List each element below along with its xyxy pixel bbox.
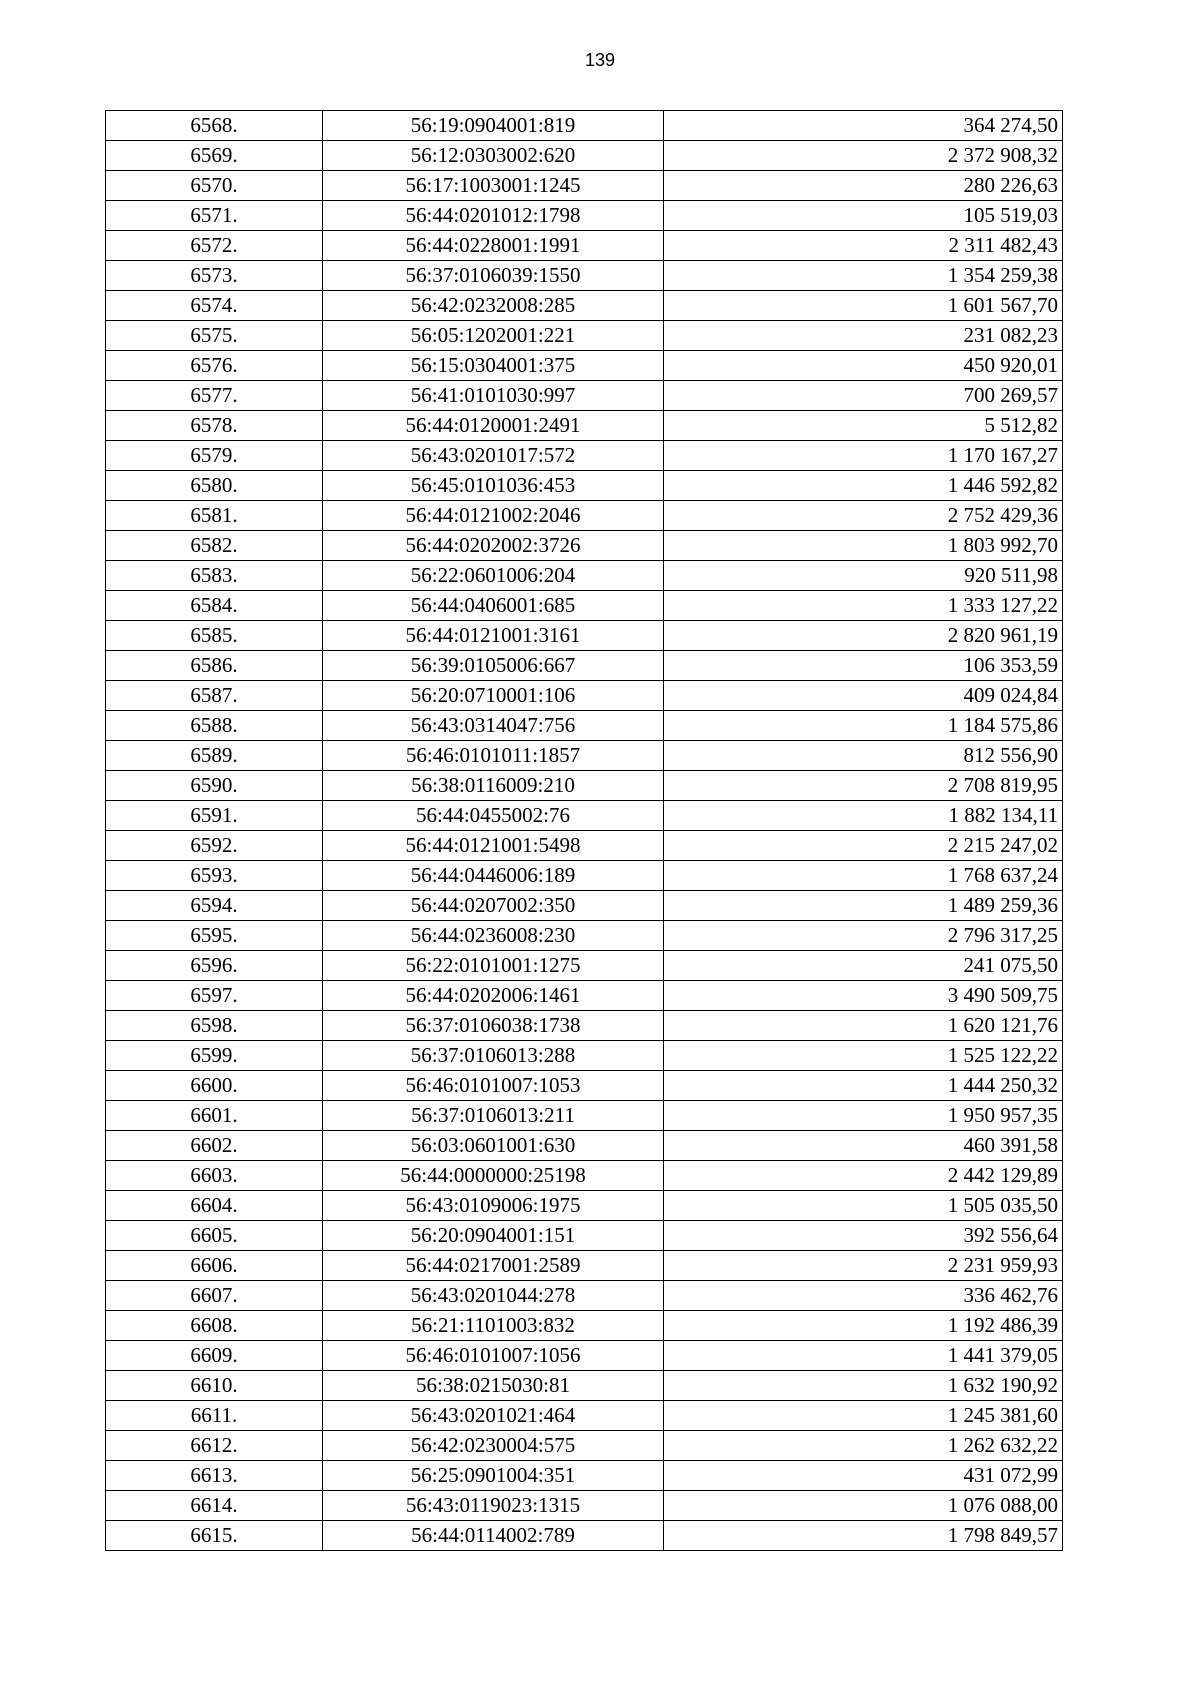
table-row (106, 1431, 1063, 1461)
cadastral-number-cell: 56:44:0000000:25198 (323, 1161, 664, 1191)
cadastral-value-cell: 280 226,63 (664, 171, 1063, 201)
cadastral-number-cell: 56:39:0105006:667 (323, 651, 664, 681)
cadastral-value-cell: 1 505 035,50 (664, 1191, 1063, 1221)
row-number-cell: 6596. (106, 951, 323, 981)
cadastral-number-cell: 56:17:1003001:1245 (323, 171, 664, 201)
cadastral-value-cell: 2 231 959,93 (664, 1251, 1063, 1281)
cadastral-value-cell: 5 512,82 (664, 411, 1063, 441)
row-number-cell: 6611. (106, 1401, 323, 1431)
table-row (106, 621, 1063, 651)
cadastral-number-cell: 56:20:0904001:151 (323, 1221, 664, 1251)
cadastral-value-cell: 1 446 592,82 (664, 471, 1063, 501)
cadastral-number-cell: 56:45:0101036:453 (323, 471, 664, 501)
cadastral-number-cell: 56:44:0114002:789 (323, 1521, 664, 1551)
table-row (106, 921, 1063, 951)
page-number: 139 (584, 50, 616, 70)
table-row (106, 141, 1063, 171)
cadastral-number-cell: 56:37:0106038:1738 (323, 1011, 664, 1041)
cadastral-number-cell: 56:46:0101011:1857 (323, 741, 664, 771)
cadastral-value-cell: 2 752 429,36 (664, 501, 1063, 531)
cadastral-number-cell: 56:15:0304001:375 (323, 351, 664, 381)
cadastral-number-cell: 56:43:0119023:1315 (323, 1491, 664, 1521)
row-number-cell: 6575. (106, 321, 323, 351)
cadastral-value-cell: 364 274,50 (664, 111, 1063, 141)
cadastral-value-cell: 1 245 381,60 (664, 1401, 1063, 1431)
cadastral-value-cell: 460 391,58 (664, 1131, 1063, 1161)
table-body (106, 111, 1063, 1551)
row-number-cell: 6587. (106, 681, 323, 711)
table-row (106, 411, 1063, 441)
row-number-cell: 6598. (106, 1011, 323, 1041)
cadastral-number-cell: 56:44:0446006:189 (323, 861, 664, 891)
row-number-cell: 6573. (106, 261, 323, 291)
row-number-cell: 6599. (106, 1041, 323, 1071)
table-row (106, 1341, 1063, 1371)
cadastral-value-table (105, 110, 1063, 1551)
table-row (106, 321, 1063, 351)
row-number-cell: 6597. (106, 981, 323, 1011)
row-number-cell: 6569. (106, 141, 323, 171)
row-number-cell: 6595. (106, 921, 323, 951)
cadastral-value-cell: 1 354 259,38 (664, 261, 1063, 291)
cadastral-number-cell: 56:37:0106013:211 (323, 1101, 664, 1131)
cadastral-number-cell: 56:42:0232008:285 (323, 291, 664, 321)
table-row (106, 351, 1063, 381)
cadastral-value-cell: 1 803 992,70 (664, 531, 1063, 561)
row-number-cell: 6613. (106, 1461, 323, 1491)
cadastral-number-cell: 56:44:0236008:230 (323, 921, 664, 951)
row-number-cell: 6594. (106, 891, 323, 921)
table-row (106, 441, 1063, 471)
row-number-cell: 6606. (106, 1251, 323, 1281)
cadastral-number-cell: 56:44:0406001:685 (323, 591, 664, 621)
cadastral-number-cell: 56:22:0601006:204 (323, 561, 664, 591)
cadastral-value-cell: 431 072,99 (664, 1461, 1063, 1491)
table-row (106, 381, 1063, 411)
table-row (106, 981, 1063, 1011)
row-number-cell: 6572. (106, 231, 323, 261)
row-number-cell: 6568. (106, 111, 323, 141)
cadastral-number-cell: 56:43:0109006:1975 (323, 1191, 664, 1221)
cadastral-value-cell: 392 556,64 (664, 1221, 1063, 1251)
table-row (106, 1281, 1063, 1311)
table-row (106, 861, 1063, 891)
table-row (106, 1161, 1063, 1191)
table-row (106, 1011, 1063, 1041)
cadastral-value-cell: 241 075,50 (664, 951, 1063, 981)
table-row (106, 1041, 1063, 1071)
row-number-cell: 6588. (106, 711, 323, 741)
cadastral-value-cell: 1 798 849,57 (664, 1521, 1063, 1551)
table-row (106, 171, 1063, 201)
table-row (106, 591, 1063, 621)
table-row (106, 711, 1063, 741)
row-number-cell: 6610. (106, 1371, 323, 1401)
cadastral-number-cell: 56:19:0904001:819 (323, 111, 664, 141)
cadastral-value-cell: 1 076 088,00 (664, 1491, 1063, 1521)
cadastral-number-cell: 56:44:0121001:5498 (323, 831, 664, 861)
cadastral-value-cell: 1 632 190,92 (664, 1371, 1063, 1401)
cadastral-number-cell: 56:37:0106013:288 (323, 1041, 664, 1071)
row-number-cell: 6591. (106, 801, 323, 831)
row-number-cell: 6615. (106, 1521, 323, 1551)
table-row (106, 831, 1063, 861)
cadastral-value-cell: 812 556,90 (664, 741, 1063, 771)
row-number-cell: 6579. (106, 441, 323, 471)
table-row (106, 801, 1063, 831)
table-row (106, 1521, 1063, 1551)
row-number-cell: 6605. (106, 1221, 323, 1251)
cadastral-value-cell: 1 882 134,11 (664, 801, 1063, 831)
cadastral-value-cell: 1 950 957,35 (664, 1101, 1063, 1131)
table-row (106, 261, 1063, 291)
cadastral-number-cell: 56:44:0201012:1798 (323, 201, 664, 231)
cadastral-value-cell: 2 442 129,89 (664, 1161, 1063, 1191)
cadastral-value-cell: 1 333 127,22 (664, 591, 1063, 621)
cadastral-value-cell: 1 170 167,27 (664, 441, 1063, 471)
row-number-cell: 6607. (106, 1281, 323, 1311)
cadastral-value-cell: 409 024,84 (664, 681, 1063, 711)
cadastral-number-cell: 56:44:0120001:2491 (323, 411, 664, 441)
cadastral-number-cell: 56:44:0217001:2589 (323, 1251, 664, 1281)
row-number-cell: 6586. (106, 651, 323, 681)
cadastral-number-cell: 56:41:0101030:997 (323, 381, 664, 411)
cadastral-number-cell: 56:38:0215030:81 (323, 1371, 664, 1401)
cadastral-number-cell: 56:43:0201017:572 (323, 441, 664, 471)
table-row (106, 1221, 1063, 1251)
table-row (106, 1131, 1063, 1161)
table-row (106, 951, 1063, 981)
cadastral-value-cell: 920 511,98 (664, 561, 1063, 591)
table-row (106, 1491, 1063, 1521)
cadastral-number-cell: 56:22:0101001:1275 (323, 951, 664, 981)
cadastral-number-cell: 56:44:0121001:3161 (323, 621, 664, 651)
row-number-cell: 6584. (106, 591, 323, 621)
cadastral-number-cell: 56:44:0202006:1461 (323, 981, 664, 1011)
cadastral-number-cell: 56:21:1101003:832 (323, 1311, 664, 1341)
row-number-cell: 6592. (106, 831, 323, 861)
cadastral-value-cell: 106 353,59 (664, 651, 1063, 681)
cadastral-value-cell: 1 601 567,70 (664, 291, 1063, 321)
cadastral-number-cell: 56:43:0314047:756 (323, 711, 664, 741)
row-number-cell: 6614. (106, 1491, 323, 1521)
row-number-cell: 6602. (106, 1131, 323, 1161)
table-row (106, 471, 1063, 501)
cadastral-number-cell: 56:43:0201044:278 (323, 1281, 664, 1311)
cadastral-number-cell: 56:46:0101007:1053 (323, 1071, 664, 1101)
cadastral-value-cell: 1 262 632,22 (664, 1431, 1063, 1461)
cadastral-number-cell: 56:43:0201021:464 (323, 1401, 664, 1431)
table-row (106, 1311, 1063, 1341)
row-number-cell: 6589. (106, 741, 323, 771)
cadastral-number-cell: 56:12:0303002:620 (323, 141, 664, 171)
table-row (106, 1371, 1063, 1401)
table-row (106, 561, 1063, 591)
cadastral-value-cell: 105 519,03 (664, 201, 1063, 231)
cadastral-number-cell: 56:44:0455002:76 (323, 801, 664, 831)
table-row (106, 1071, 1063, 1101)
row-number-cell: 6604. (106, 1191, 323, 1221)
cadastral-number-cell: 56:05:1202001:221 (323, 321, 664, 351)
row-number-cell: 6600. (106, 1071, 323, 1101)
row-number-cell: 6576. (106, 351, 323, 381)
cadastral-number-cell: 56:44:0202002:3726 (323, 531, 664, 561)
row-number-cell: 6601. (106, 1101, 323, 1131)
row-number-cell: 6574. (106, 291, 323, 321)
cadastral-number-cell: 56:44:0228001:1991 (323, 231, 664, 261)
row-number-cell: 6585. (106, 621, 323, 651)
row-number-cell: 6570. (106, 171, 323, 201)
cadastral-value-cell: 2 215 247,02 (664, 831, 1063, 861)
row-number-cell: 6583. (106, 561, 323, 591)
row-number-cell: 6580. (106, 471, 323, 501)
table-row (106, 111, 1063, 141)
row-number-cell: 6590. (106, 771, 323, 801)
cadastral-number-cell: 56:37:0106039:1550 (323, 261, 664, 291)
cadastral-value-cell: 3 490 509,75 (664, 981, 1063, 1011)
cadastral-value-cell: 1 192 486,39 (664, 1311, 1063, 1341)
table-row (106, 651, 1063, 681)
table-row (106, 1101, 1063, 1131)
row-number-cell: 6578. (106, 411, 323, 441)
table-row (106, 681, 1063, 711)
cadastral-number-cell: 56:38:0116009:210 (323, 771, 664, 801)
row-number-cell: 6571. (106, 201, 323, 231)
cadastral-value-cell: 700 269,57 (664, 381, 1063, 411)
cadastral-number-cell: 56:44:0207002:350 (323, 891, 664, 921)
cadastral-value-cell: 450 920,01 (664, 351, 1063, 381)
table-row (106, 1191, 1063, 1221)
cadastral-value-cell: 1 441 379,05 (664, 1341, 1063, 1371)
table-row (106, 291, 1063, 321)
table-row (106, 201, 1063, 231)
table-row (106, 741, 1063, 771)
cadastral-number-cell: 56:42:0230004:575 (323, 1431, 664, 1461)
row-number-cell: 6608. (106, 1311, 323, 1341)
cadastral-number-cell: 56:44:0121002:2046 (323, 501, 664, 531)
row-number-cell: 6609. (106, 1341, 323, 1371)
row-number-cell: 6577. (106, 381, 323, 411)
cadastral-value-cell: 1 525 122,22 (664, 1041, 1063, 1071)
cadastral-value-cell: 1 489 259,36 (664, 891, 1063, 921)
row-number-cell: 6593. (106, 861, 323, 891)
cadastral-value-cell: 2 796 317,25 (664, 921, 1063, 951)
table-row (106, 531, 1063, 561)
cadastral-number-cell: 56:20:0710001:106 (323, 681, 664, 711)
cadastral-value-cell: 1 444 250,32 (664, 1071, 1063, 1101)
cadastral-value-cell: 2 708 819,95 (664, 771, 1063, 801)
table-row (106, 1401, 1063, 1431)
cadastral-value-cell: 336 462,76 (664, 1281, 1063, 1311)
cadastral-value-cell: 2 311 482,43 (664, 231, 1063, 261)
table-row (106, 771, 1063, 801)
row-number-cell: 6612. (106, 1431, 323, 1461)
cadastral-value-cell: 2 372 908,32 (664, 141, 1063, 171)
cadastral-number-cell: 56:46:0101007:1056 (323, 1341, 664, 1371)
cadastral-value-cell: 2 820 961,19 (664, 621, 1063, 651)
table-row (106, 231, 1063, 261)
cadastral-value-cell: 231 082,23 (664, 321, 1063, 351)
table-row (106, 891, 1063, 921)
row-number-cell: 6581. (106, 501, 323, 531)
cadastral-value-cell: 1 184 575,86 (664, 711, 1063, 741)
cadastral-number-cell: 56:03:0601001:630 (323, 1131, 664, 1161)
row-number-cell: 6582. (106, 531, 323, 561)
cadastral-number-cell: 56:25:0901004:351 (323, 1461, 664, 1491)
row-number-cell: 6603. (106, 1161, 323, 1191)
table-row (106, 1461, 1063, 1491)
cadastral-value-cell: 1 620 121,76 (664, 1011, 1063, 1041)
cadastral-value-cell: 1 768 637,24 (664, 861, 1063, 891)
table-row (106, 501, 1063, 531)
table-row (106, 1251, 1063, 1281)
